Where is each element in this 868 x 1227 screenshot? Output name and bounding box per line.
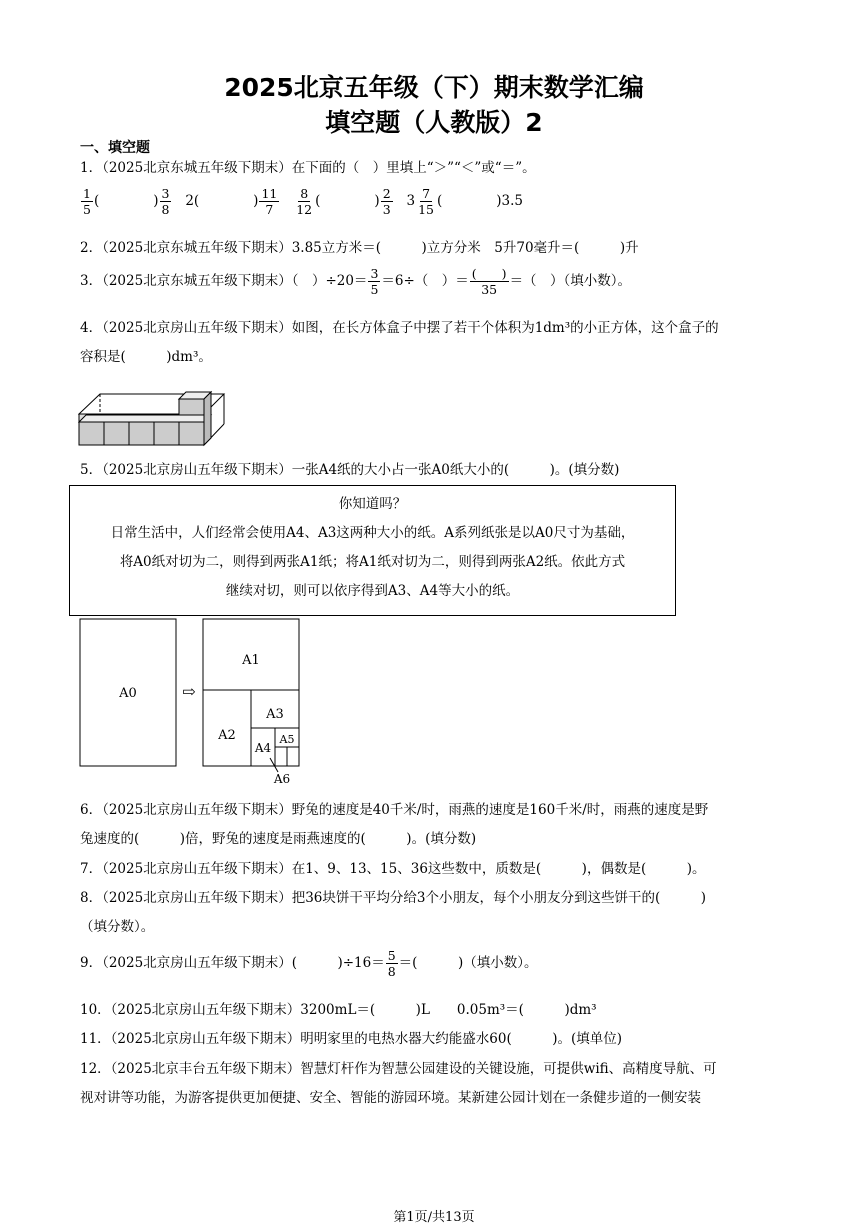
box-title: 你知道吗？ bbox=[338, 496, 407, 512]
blank: ( ) bbox=[315, 193, 380, 209]
box-line2: 将A0纸对切为二，则得到两张A1纸；将A1纸对切为二，则得到两张A2纸。依此方式 bbox=[119, 554, 626, 570]
question-4-line1: 4．（2025北京房山五年级下期末）如图，在长方体盒子中摆了若干个体积为1dm³的小正方体，这个盒子的 bbox=[80, 320, 719, 336]
paper-size-diagram bbox=[78, 618, 304, 786]
question-12-line2: 视对讲等功能，为游客提供更加便捷、安全、智能的游园环境。某新建公园计划在一条健步道的一侧安装 bbox=[80, 1090, 701, 1106]
question-6-line1: 6．（2025北京房山五年级下期末）野兔的速度是40千米/时，雨燕的速度是160千米/时，雨燕的速度是野 bbox=[80, 802, 709, 818]
fraction: $\frac{8}{12}$ bbox=[296, 186, 313, 217]
label-a6: A6 bbox=[273, 772, 291, 786]
blank: 2( ) bbox=[185, 193, 259, 209]
question-11: 11．（2025北京房山五年级下期末）明明家里的电热水器大约能盛水60( )。(填单位) bbox=[80, 1031, 623, 1047]
question-6-line2: 兔速度的( )倍，野兔的速度是雨燕速度的( )。(填分数) bbox=[80, 831, 477, 847]
fraction: $\frac{7}{15}$ bbox=[418, 186, 435, 217]
blank: ( ) bbox=[93, 193, 159, 209]
arrow-icon: ⇨ bbox=[182, 682, 196, 701]
fraction: $\frac{5}{8}$ bbox=[387, 948, 396, 979]
page-footer: 第1页/共13页 bbox=[393, 1210, 475, 1225]
question-8-line1: 8．（2025北京房山五年级下期末）把36块饼干平均分给3个小朋友，每个小朋友分到这些饼干的( ) bbox=[80, 890, 706, 906]
question-2: 2．（2025北京东城五年级下期末）3.85立方米＝( )立方分米 5升70毫升＝( )升 bbox=[80, 240, 639, 256]
did-you-know-box bbox=[69, 485, 676, 616]
doc-title-line2: 填空题（人教版）2 bbox=[325, 108, 543, 137]
fraction: $\frac{3}{5}$ bbox=[370, 266, 379, 297]
question-3: 3．（2025北京东城五年级下期末）（ ）÷20＝ $\frac{3}{5}$ ＝6÷（ ）＝ $\frac{( )}{35}$ ＝（ ）（填小数）。 bbox=[80, 266, 632, 297]
fraction: $\frac{3}{8}$ bbox=[161, 186, 170, 217]
blank: ( )3.5 bbox=[437, 193, 524, 209]
fraction: $\frac{11}{7}$ bbox=[261, 186, 278, 217]
box-line1: 日常生活中，人们经常会使用A4、A3这两种大小的纸。A系列纸张是以A0尺寸为基础， bbox=[110, 525, 635, 541]
question-1-comparisons bbox=[80, 186, 523, 217]
fraction: $\frac{( )}{35}$ bbox=[471, 266, 507, 297]
cuboid-box-figure bbox=[78, 372, 228, 448]
label-a0: A0 bbox=[119, 686, 137, 701]
question-12-line1: 12．（2025北京丰台五年级下期末）智慧灯杆作为智慧公园建设的关键设施，可提供wifi、高精度导航、可 bbox=[80, 1061, 717, 1077]
question-5: 5．（2025北京房山五年级下期末）一张A4纸的大小占一张A0纸大小的( )。(填分数) bbox=[80, 462, 620, 478]
label-a3: A3 bbox=[266, 707, 284, 722]
section-heading: 一、填空题 bbox=[80, 140, 150, 156]
label-a2: A2 bbox=[218, 728, 236, 743]
label-a4: A4 bbox=[254, 741, 272, 755]
question-4-line2: 容积是( )dm³。 bbox=[80, 349, 212, 365]
label-a1: A1 bbox=[242, 653, 260, 668]
fraction: $\frac{1}{5}$ bbox=[83, 186, 91, 217]
question-8-line2: （填分数）。 bbox=[80, 919, 155, 935]
question-9: 9．（2025北京房山五年级下期末）( )÷16＝ $\frac{5}{8}$ ＝( )（填小数）。 bbox=[80, 948, 538, 979]
label-a5: A5 bbox=[279, 733, 295, 746]
box-line3: 继续对切，则可以依序得到A3、A4等大小的纸。 bbox=[225, 583, 520, 599]
question-1: 1．（2025北京东城五年级下期末）在下面的（ ）里填上“＞”“＜”或“＝”。 bbox=[80, 160, 536, 176]
mixed-whole: 3 bbox=[406, 193, 416, 209]
doc-title-line1: 2025北京五年级（下）期末数学汇编 bbox=[224, 73, 644, 102]
fraction: $\frac{2}{3}$ bbox=[382, 186, 391, 217]
question-7: 7．（2025北京房山五年级下期末）在1、9、13、15、36这些数中，质数是( )，偶数是( )。 bbox=[80, 861, 706, 877]
question-10: 10．（2025北京房山五年级下期末）3200mL＝( )L 0.05m³＝( )dm³ bbox=[80, 1002, 597, 1018]
